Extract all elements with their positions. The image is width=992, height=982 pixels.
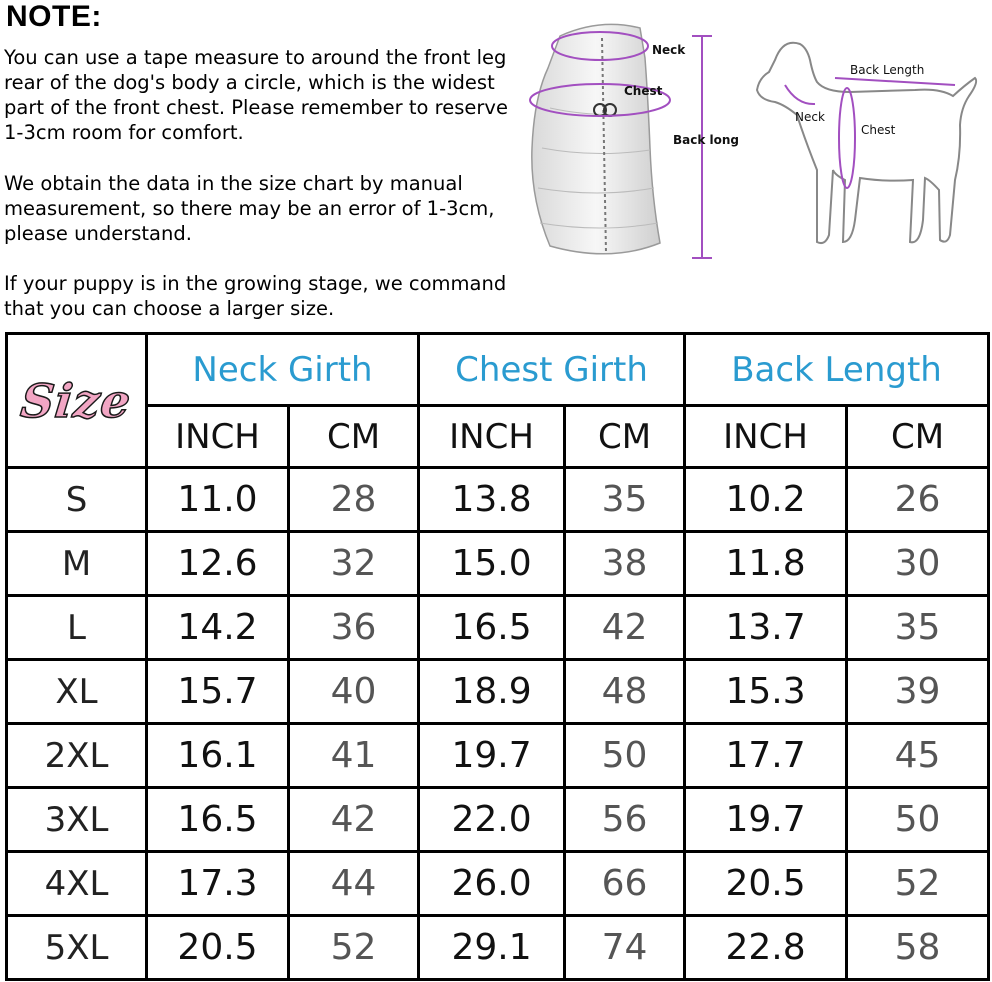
chest-inch-cell: 29.1 xyxy=(419,916,565,980)
back-length-header: Back Length xyxy=(685,334,989,406)
neck-inch-cell: 17.3 xyxy=(147,852,289,916)
back-inch-cell: 22.8 xyxy=(685,916,847,980)
size-cell: 3XL xyxy=(7,788,147,852)
neck-cm-cell: 40 xyxy=(289,660,419,724)
neck-cm-cell: 44 xyxy=(289,852,419,916)
table-row xyxy=(7,788,989,852)
chest-cm-cell: 48 xyxy=(565,660,685,724)
dog-neck-label: Neck xyxy=(795,110,825,124)
chest-inch-cell: 19.7 xyxy=(419,724,565,788)
table-row xyxy=(7,468,989,532)
size-cell: 2XL xyxy=(7,724,147,788)
dog-diagram xyxy=(755,30,985,260)
chest-cm-cell: 42 xyxy=(565,596,685,660)
neck-cm-cell: 41 xyxy=(289,724,419,788)
note-paragraph-growing: If your puppy is in the growing stage, we command that you can choose a larger size. xyxy=(4,272,507,320)
size-cell: 4XL xyxy=(7,852,147,916)
table-row xyxy=(7,596,989,660)
chest-inch-cell: 16.5 xyxy=(419,596,565,660)
unit-header: CM xyxy=(565,406,685,468)
back-cm-cell: 30 xyxy=(847,532,989,596)
back-cm-cell: 39 xyxy=(847,660,989,724)
neck-inch-cell: 16.1 xyxy=(147,724,289,788)
size-logo: Size xyxy=(18,373,135,428)
chest-inch-cell: 26.0 xyxy=(419,852,565,916)
chest-inch-cell: 13.8 xyxy=(419,468,565,532)
neck-inch-cell: 20.5 xyxy=(147,916,289,980)
chest-cm-cell: 56 xyxy=(565,788,685,852)
back-cm-cell: 35 xyxy=(847,596,989,660)
neck-inch-cell: 14.2 xyxy=(147,596,289,660)
unit-header: INCH xyxy=(419,406,565,468)
dog-back-length-measure-line xyxy=(835,78,955,85)
table-header-units xyxy=(7,406,989,468)
chest-cm-cell: 74 xyxy=(565,916,685,980)
neck-inch-cell: 12.6 xyxy=(147,532,289,596)
table-row xyxy=(7,852,989,916)
back-inch-cell: 13.7 xyxy=(685,596,847,660)
table-row xyxy=(7,724,989,788)
neck-cm-cell: 52 xyxy=(289,916,419,980)
neck-cm-cell: 42 xyxy=(289,788,419,852)
vest-chest-label: Chest xyxy=(624,84,663,98)
note-paragraph-error: We obtain the data in the size chart by manual measurement, so there may be an error of 1-3cm, please understand. xyxy=(4,172,495,245)
chest-inch-cell: 22.0 xyxy=(419,788,565,852)
back-cm-cell: 45 xyxy=(847,724,989,788)
size-cell: L xyxy=(7,596,147,660)
chest-cm-cell: 50 xyxy=(565,724,685,788)
unit-header: INCH xyxy=(685,406,847,468)
back-inch-cell: 10.2 xyxy=(685,468,847,532)
neck-cm-cell: 36 xyxy=(289,596,419,660)
size-cell: XL xyxy=(7,660,147,724)
chest-girth-header: Chest Girth xyxy=(419,334,685,406)
vest-neck-label: Neck xyxy=(652,43,686,57)
note-title: NOTE: xyxy=(6,0,102,33)
neck-cm-cell: 28 xyxy=(289,468,419,532)
dog-back-length-label: Back Length xyxy=(850,63,925,77)
size-header-cell xyxy=(7,334,147,468)
table-header-groups xyxy=(7,334,989,406)
neck-inch-cell: 11.0 xyxy=(147,468,289,532)
chest-cm-cell: 66 xyxy=(565,852,685,916)
size-cell: S xyxy=(7,468,147,532)
table-row xyxy=(7,916,989,980)
size-chart-table xyxy=(5,332,990,981)
back-inch-cell: 15.3 xyxy=(685,660,847,724)
back-cm-cell: 26 xyxy=(847,468,989,532)
chest-inch-cell: 18.9 xyxy=(419,660,565,724)
back-cm-cell: 58 xyxy=(847,916,989,980)
neck-inch-cell: 16.5 xyxy=(147,788,289,852)
dog-chest-label: Chest xyxy=(861,123,896,137)
neck-girth-header: Neck Girth xyxy=(147,334,419,406)
back-inch-cell: 20.5 xyxy=(685,852,847,916)
back-inch-cell: 11.8 xyxy=(685,532,847,596)
back-cm-cell: 50 xyxy=(847,788,989,852)
neck-inch-cell: 15.7 xyxy=(147,660,289,724)
table-row xyxy=(7,660,989,724)
unit-header: CM xyxy=(847,406,989,468)
size-cell: 5XL xyxy=(7,916,147,980)
note-paragraph-measure: You can use a tape measure to around the front leg rear of the dog's body a circle, which is the widest part of the front chest. Please remember to reserve 1-3cm room for comfort. xyxy=(4,46,508,144)
vest-back-long-label: Back long xyxy=(673,133,740,147)
chest-inch-cell: 15.0 xyxy=(419,532,565,596)
unit-header: INCH xyxy=(147,406,289,468)
back-inch-cell: 19.7 xyxy=(685,788,847,852)
unit-header: CM xyxy=(289,406,419,468)
vest-illustration xyxy=(532,24,660,253)
chest-cm-cell: 35 xyxy=(565,468,685,532)
neck-cm-cell: 32 xyxy=(289,532,419,596)
size-cell: M xyxy=(7,532,147,596)
back-inch-cell: 17.7 xyxy=(685,724,847,788)
back-cm-cell: 52 xyxy=(847,852,989,916)
vest-diagram xyxy=(520,18,760,266)
chest-cm-cell: 38 xyxy=(565,532,685,596)
table-row xyxy=(7,532,989,596)
